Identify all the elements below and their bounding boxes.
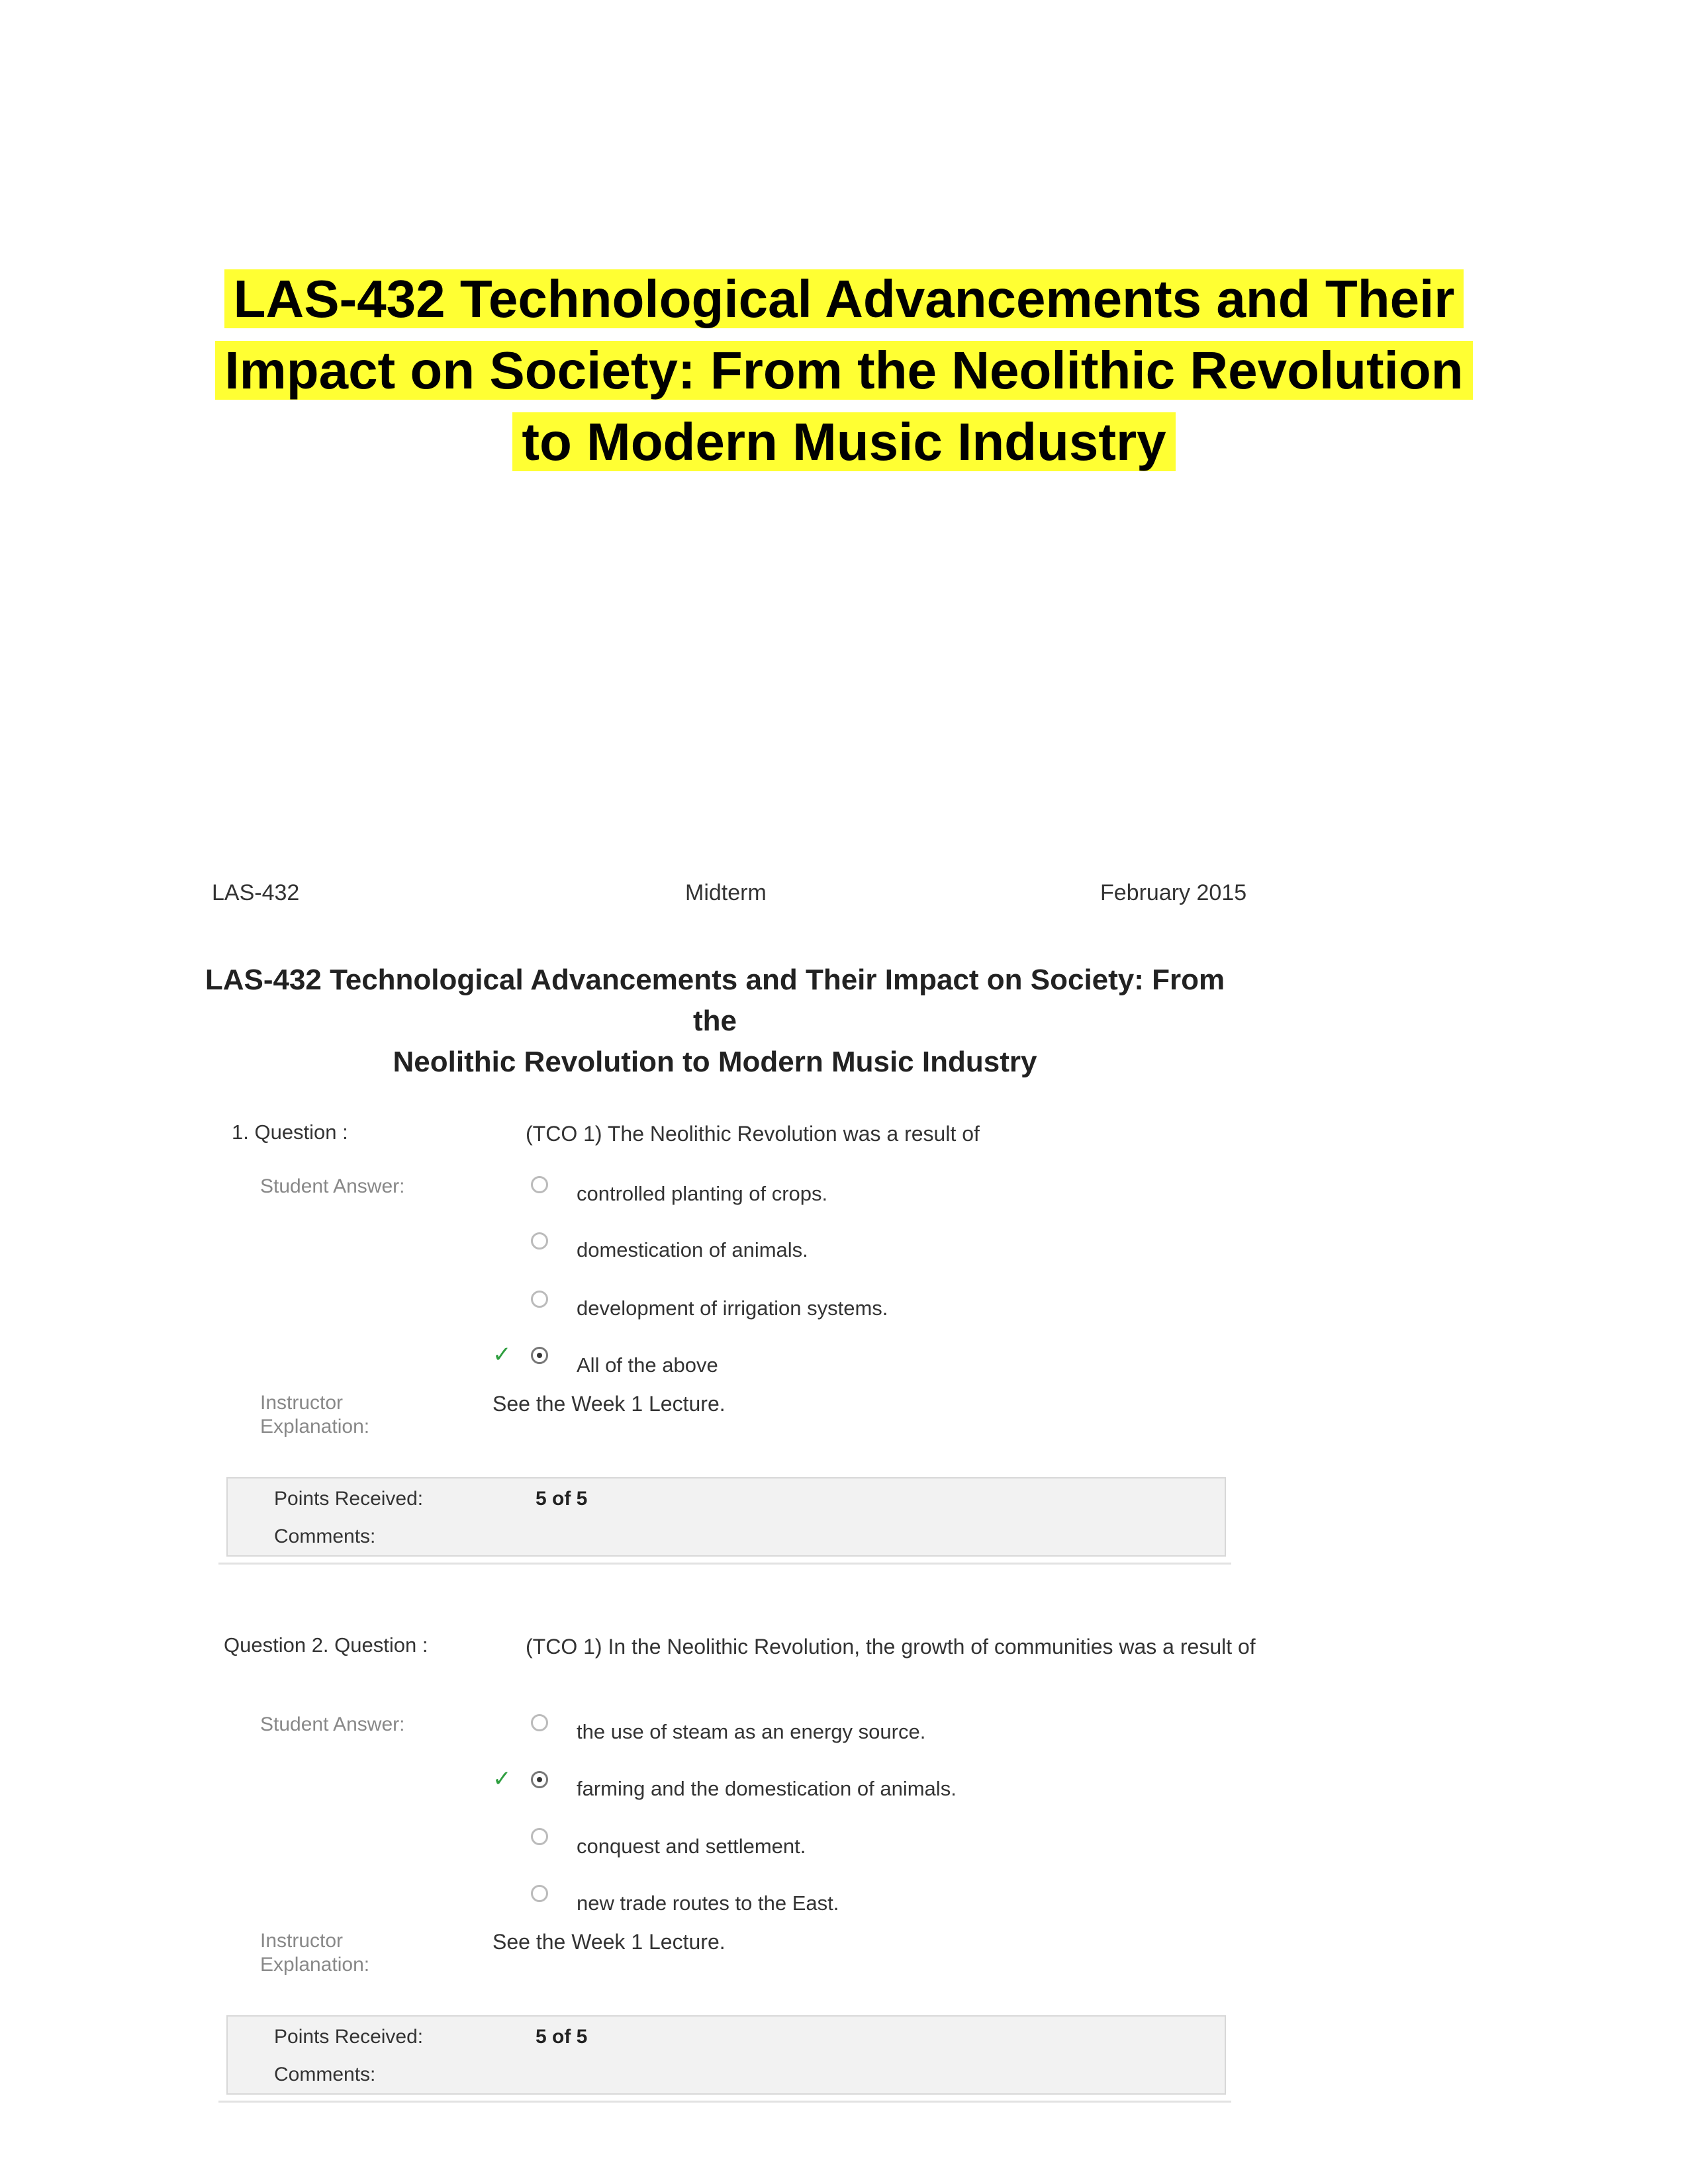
question-1-correct-check-icon: ✓ bbox=[492, 1342, 512, 1367]
question-1-explanation: See the Week 1 Lecture. bbox=[492, 1392, 726, 1416]
question-1-points-label: Points Received: bbox=[274, 1488, 424, 1510]
question-2-option-2-radio[interactable] bbox=[531, 1771, 548, 1788]
instructor-label-line: Instructor bbox=[260, 1930, 344, 1952]
scan-header-exam: Midterm bbox=[685, 880, 767, 905]
question-2-option-4: new trade routes to the East. bbox=[577, 1891, 839, 1915]
question-1-comments-label: Comments: bbox=[274, 1525, 376, 1547]
question-2-student-answer-label: Student Answer: bbox=[260, 1713, 405, 1735]
question-1-points-box bbox=[226, 1477, 1226, 1557]
document-title-line-2: Impact on Society: From the Neolithic Revolution bbox=[215, 341, 1472, 400]
midterm-scan bbox=[199, 860, 1271, 2184]
question-1-option-3-radio[interactable] bbox=[531, 1291, 548, 1308]
question-2-points-label: Points Received: bbox=[274, 2026, 424, 2048]
question-1-label: 1. Question : bbox=[232, 1120, 348, 1144]
question-1-instructor-label bbox=[260, 1391, 369, 1439]
scan-header-course: LAS-432 bbox=[212, 880, 300, 905]
document-title-line-3: to Modern Music Industry bbox=[512, 412, 1175, 471]
question-1-text: (TCO 1) The Neolithic Revolution was a result of bbox=[526, 1122, 980, 1146]
question-1-option-3: development of irrigation systems. bbox=[577, 1297, 888, 1320]
question-2-option-2: farming and the domestication of animals. bbox=[577, 1777, 957, 1800]
explanation-label-line: Explanation: bbox=[260, 1416, 370, 1437]
question-1-option-4-radio[interactable] bbox=[531, 1347, 548, 1364]
explanation-label-line: Explanation: bbox=[260, 1954, 370, 1976]
question-1-option-1: controlled planting of crops. bbox=[577, 1182, 828, 1205]
scan-header-date: February 2015 bbox=[1100, 880, 1247, 905]
document-title-line-1: LAS-432 Technological Advancements and Their bbox=[224, 269, 1464, 328]
question-2-label: Question 2. Question : bbox=[224, 1633, 428, 1657]
instructor-label-line: Instructor bbox=[260, 1392, 344, 1414]
question-1-student-answer-label: Student Answer: bbox=[260, 1175, 405, 1197]
question-2-option-3: conquest and settlement. bbox=[577, 1835, 806, 1858]
question-1-divider bbox=[218, 1563, 1231, 1565]
question-2-comments-label: Comments: bbox=[274, 2064, 376, 2085]
document-title bbox=[0, 263, 1688, 478]
question-2-points-box bbox=[226, 2015, 1226, 2095]
question-1-option-2-radio[interactable] bbox=[531, 1232, 548, 1250]
question-1-option-4: All of the above bbox=[577, 1353, 718, 1377]
scan-title-line-2: Neolithic Revolution to Modern Music Industry bbox=[393, 1046, 1037, 1078]
question-1-points-value: 5 of 5 bbox=[536, 1488, 588, 1510]
question-2-option-4-radio[interactable] bbox=[531, 1885, 548, 1902]
question-2-explanation: See the Week 1 Lecture. bbox=[492, 1930, 726, 1954]
question-1-option-2: domestication of animals. bbox=[577, 1238, 808, 1261]
question-2-option-1: the use of steam as an energy source. bbox=[577, 1720, 926, 1743]
question-2-text: (TCO 1) In the Neolithic Revolution, the growth of communities was a result of bbox=[526, 1635, 1256, 1659]
question-2-divider bbox=[218, 2101, 1231, 2103]
scan-title bbox=[199, 960, 1231, 1083]
question-1-option-1-radio[interactable] bbox=[531, 1176, 548, 1193]
question-2-option-1-radio[interactable] bbox=[531, 1714, 548, 1731]
question-2-correct-check-icon: ✓ bbox=[492, 1766, 512, 1792]
scan-title-line-1: LAS-432 Technological Advancements and Their Impact on Society: From the bbox=[205, 964, 1225, 1037]
question-2-points-value: 5 of 5 bbox=[536, 2026, 588, 2048]
question-2-instructor-label bbox=[260, 1929, 369, 1977]
question-2-option-3-radio[interactable] bbox=[531, 1828, 548, 1845]
